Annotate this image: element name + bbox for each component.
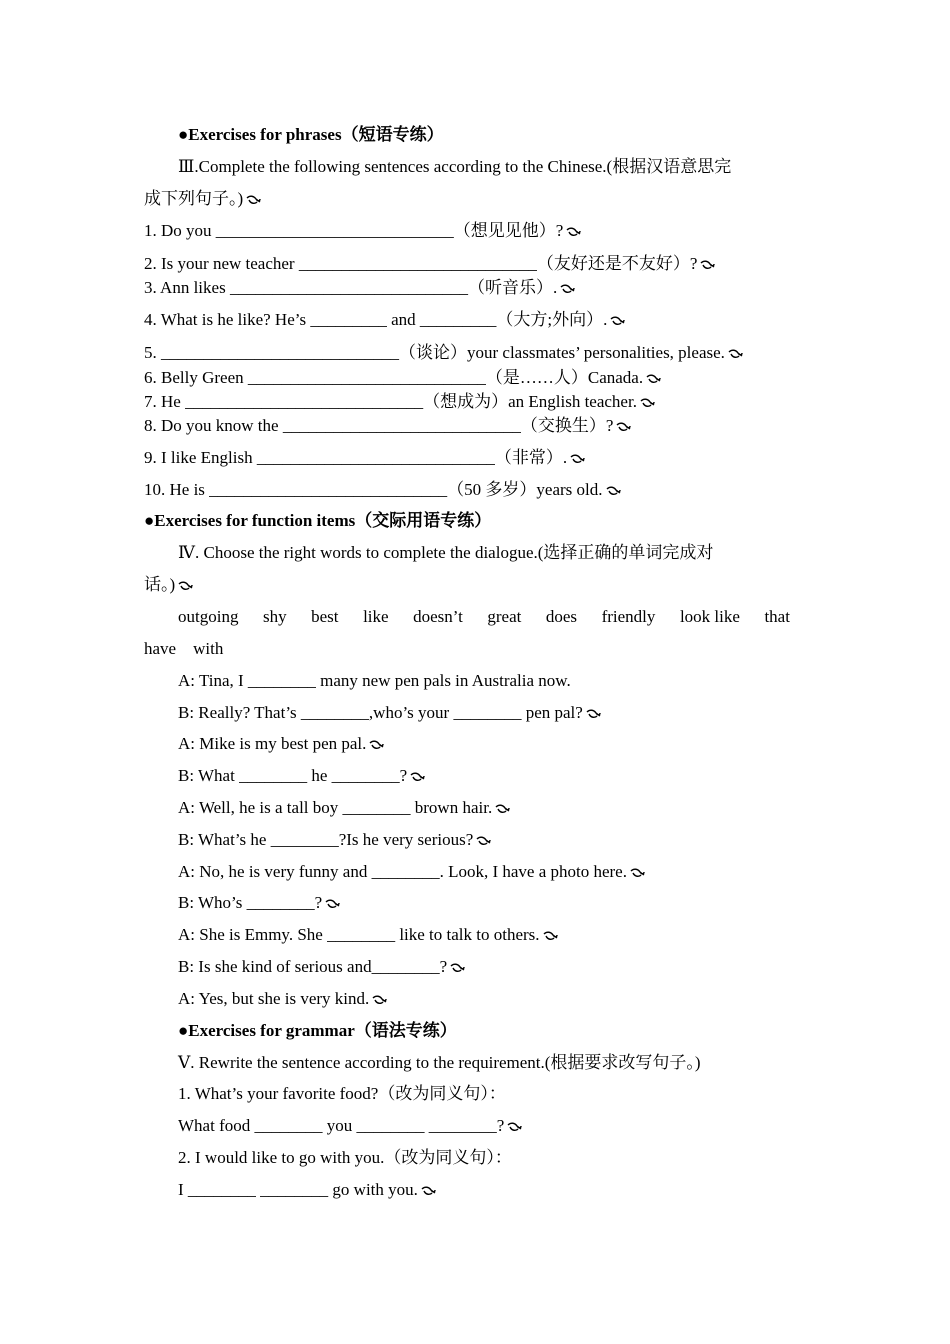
return-mark-icon — [644, 373, 662, 385]
dialogue-line-6: B: What’s he ________?Is he very serious? — [178, 829, 806, 851]
word-bank-word: look like — [679, 607, 740, 626]
return-mark-icon — [604, 485, 622, 497]
word-bank-word: like — [363, 607, 389, 626]
grammar-answer-1: What food ________ you ________ ________? — [178, 1115, 806, 1137]
section-heading-function-items: ●Exercises for function items（交际用语专练） — [144, 511, 492, 530]
return-mark-icon — [608, 315, 626, 327]
instruction-grammar: Ⅴ. Rewrite the sentence according to the requirement.(根据要求改写句子。) — [178, 1053, 701, 1072]
phrase-item-8: 8. Do you know the ____________________________（交换生）? — [144, 415, 806, 437]
word-bank-word: doesn’t — [413, 607, 463, 626]
return-mark-icon — [323, 898, 341, 910]
phrase-item-7: 7. He ____________________________（想成为）an English teacher. — [144, 391, 806, 413]
return-mark-icon — [493, 803, 511, 815]
word-bank-word: great — [487, 607, 522, 626]
phrase-item-5: 5. ____________________________（谈论）your classmates’ personalities, please. — [144, 342, 806, 364]
return-mark-icon — [614, 421, 632, 433]
phrase-item-2: 2. Is your new teacher ____________________________（友好还是不友好）? — [144, 253, 806, 275]
grammar-item-2: 2. I would like to go with you.（改为同义句）： — [178, 1148, 512, 1167]
phrase-item-10: 10. He is ____________________________（50 多岁）years old. — [144, 479, 806, 501]
dialogue-line-4: B: What ________ he ________? — [178, 765, 806, 787]
return-mark-icon — [408, 771, 426, 783]
dialogue-line-5: A: Well, he is a tall boy ________ brown hair. — [178, 797, 806, 819]
return-mark-icon — [584, 708, 602, 720]
dialogue-line-10: B: Is she kind of serious and________? — [178, 956, 806, 978]
instruction-phrases-line1: Ⅲ.Complete the following sentences according to the Chinese.(根据汉语意思完 — [178, 157, 732, 176]
phrase-item-6: 6. Belly Green ____________________________（是……人）Canada. — [144, 367, 806, 389]
grammar-item-1: 1. What’s your favorite food?（改为同义句）： — [178, 1084, 506, 1103]
return-mark-icon — [448, 962, 466, 974]
return-mark-icon — [419, 1185, 437, 1197]
dialogue-line-11: A: Yes, but she is very kind. — [178, 988, 806, 1010]
return-mark-icon — [176, 580, 194, 592]
word-bank-row2: have with — [144, 639, 224, 658]
return-mark-icon — [541, 930, 559, 942]
return-mark-icon — [558, 283, 576, 295]
return-mark-icon — [244, 194, 262, 206]
word-bank-word: shy — [262, 607, 287, 626]
return-mark-icon — [726, 348, 744, 360]
return-mark-icon — [474, 835, 492, 847]
section-heading-grammar: ●Exercises for grammar（语法专练） — [178, 1021, 457, 1040]
return-mark-icon — [568, 453, 586, 465]
return-mark-icon — [564, 226, 582, 238]
dialogue-line-7: A: No, he is very funny and ________. Look, I have a photo here. — [178, 861, 806, 883]
instruction-dialogue-line2: 话。) — [144, 574, 806, 596]
word-bank-word: friendly — [601, 607, 656, 626]
return-mark-icon — [505, 1121, 523, 1133]
return-mark-icon — [628, 867, 646, 879]
dialogue-line-8: B: Who’s ________? — [178, 892, 806, 914]
word-bank-word: best — [311, 607, 339, 626]
section-heading-phrases: ●Exercises for phrases（短语专练） — [178, 125, 444, 144]
grammar-answer-2: I ________ ________ go with you. — [178, 1179, 806, 1201]
return-mark-icon — [370, 994, 388, 1006]
phrase-item-1: 1. Do you ____________________________（想见见他）? — [144, 220, 806, 242]
return-mark-icon — [367, 739, 385, 751]
dialogue-line-1: A: Tina, I ________ many new pen pals in Australia now. — [178, 671, 571, 690]
dialogue-line-3: A: Mike is my best pen pal. — [178, 733, 806, 755]
instruction-dialogue-line1: Ⅳ. Choose the right words to complete the dialogue.(选择正确的单词完成对 — [178, 543, 714, 562]
word-bank-word: does — [545, 607, 578, 626]
phrase-item-3: 3. Ann likes ____________________________（听音乐）. — [144, 277, 806, 299]
return-mark-icon — [638, 397, 656, 409]
return-mark-icon — [698, 259, 716, 271]
dialogue-line-2: B: Really? That’s ________,who’s your ________ pen pal? — [178, 702, 806, 724]
phrase-item-9: 9. I like English ____________________________（非常）. — [144, 447, 806, 469]
dialogue-line-9: A: She is Emmy. She ________ like to talk to others. — [178, 924, 806, 946]
phrase-item-4: 4. What is he like? He’s _________ and _________（大方;外向）. — [144, 309, 806, 331]
instruction-phrases-line2: 成下列句子。) — [144, 188, 806, 210]
word-bank-word: outgoing — [178, 607, 239, 626]
word-bank-word: that — [764, 607, 790, 626]
word-bank-row1 — [178, 606, 806, 628]
